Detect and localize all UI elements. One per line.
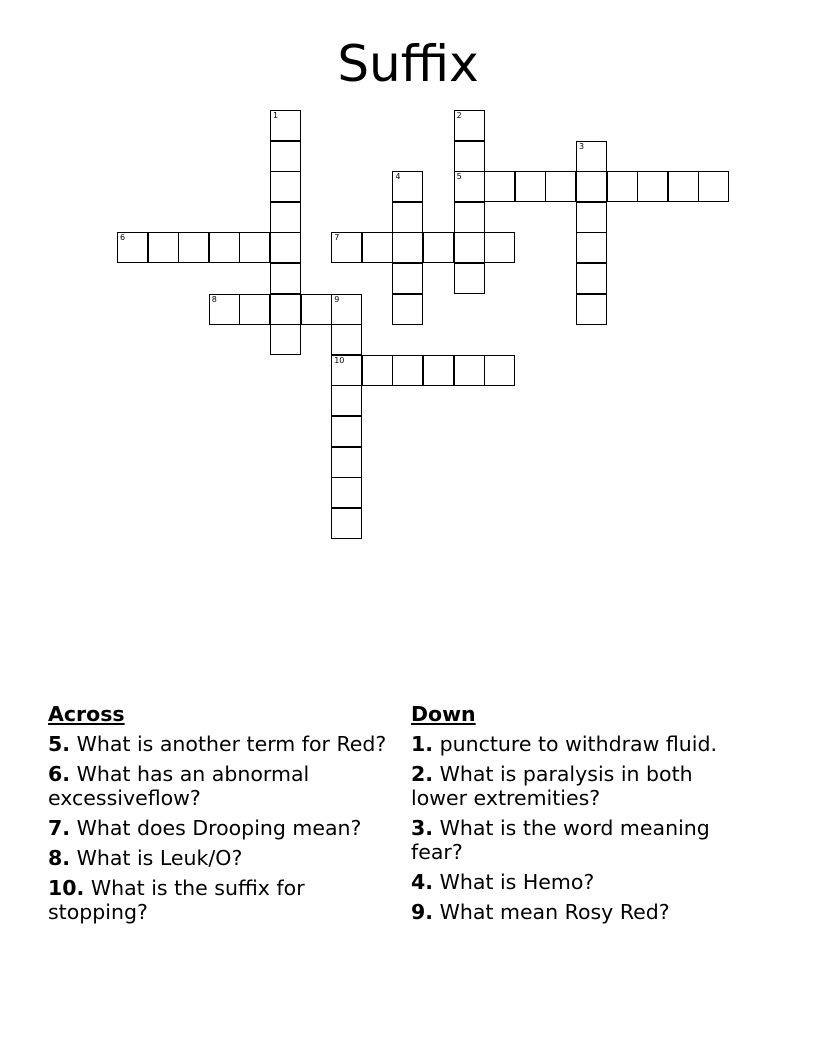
grid-cell[interactable]: [178, 232, 209, 263]
grid-cell[interactable]: [331, 508, 362, 539]
across-clue: [48, 876, 388, 924]
clue-number: 9.: [411, 900, 434, 924]
clue-number: 1.: [411, 732, 434, 756]
grid-cell[interactable]: [331, 355, 362, 386]
grid-cell[interactable]: [392, 171, 423, 202]
grid-cell[interactable]: [668, 171, 699, 202]
clue-number: 5.: [48, 732, 71, 756]
clue-number: 7.: [48, 816, 71, 840]
down-clue: [411, 816, 751, 864]
grid-cell[interactable]: [270, 171, 301, 202]
grid-cell[interactable]: [576, 171, 607, 202]
grid-cell[interactable]: [239, 294, 270, 325]
down-clue: [411, 900, 751, 924]
across-clue: [48, 762, 388, 810]
across-clue: [48, 732, 388, 756]
grid-cell[interactable]: [576, 294, 607, 325]
grid-cell[interactable]: [392, 355, 423, 386]
grid-cell[interactable]: [454, 141, 485, 172]
cell-number: 3: [579, 141, 585, 151]
cell-number: 1: [273, 111, 279, 120]
clue-text: puncture to withdraw fluid.: [439, 732, 718, 756]
grid-cell[interactable]: [576, 141, 607, 172]
grid-cell[interactable]: [270, 202, 301, 233]
clue-text: What does Drooping mean?: [76, 816, 362, 840]
clue-number: 4.: [411, 870, 434, 894]
grid-cell[interactable]: [270, 232, 301, 263]
grid-cell[interactable]: [270, 110, 301, 141]
cell-number: 2: [456, 111, 462, 120]
clue-text: What is paralysis in both lower extremities?: [411, 762, 693, 810]
grid-cell[interactable]: [454, 355, 485, 386]
grid-cell[interactable]: [239, 232, 270, 263]
clue-text: What is the word meaning fear?: [411, 816, 710, 864]
clue-text: What is Leuk/O?: [76, 846, 243, 870]
clue-number: 10.: [48, 876, 85, 900]
clue-number: 6.: [48, 762, 71, 786]
down-clue: [411, 762, 751, 810]
grid-cell[interactable]: [484, 355, 515, 386]
across-clue: [48, 816, 388, 840]
down-heading: Down: [411, 702, 476, 726]
cell-number: 9: [334, 294, 340, 304]
clue-text: What is Hemo?: [439, 870, 595, 894]
grid-cell[interactable]: [392, 202, 423, 233]
clue-text: What is another term for Red?: [76, 732, 387, 756]
grid-cell[interactable]: [331, 232, 362, 263]
grid-cell[interactable]: [148, 232, 179, 263]
cell-number: 10: [334, 355, 345, 365]
grid-cell[interactable]: [331, 294, 362, 325]
grid-cell[interactable]: [607, 171, 638, 202]
grid-cell[interactable]: [331, 447, 362, 478]
grid-cell[interactable]: [331, 385, 362, 416]
grid-cell[interactable]: [454, 263, 485, 294]
down-clue: [411, 732, 751, 756]
grid-cell[interactable]: [454, 110, 485, 141]
grid-cell[interactable]: [331, 477, 362, 508]
down-clue: [411, 870, 751, 894]
grid-cell[interactable]: [392, 263, 423, 294]
grid-cell[interactable]: [484, 171, 515, 202]
grid-cell[interactable]: [576, 263, 607, 294]
grid-cell[interactable]: [270, 294, 301, 325]
grid-cell[interactable]: [484, 232, 515, 263]
grid-cell[interactable]: [698, 171, 729, 202]
clue-number: 8.: [48, 846, 71, 870]
grid-cell[interactable]: [392, 232, 423, 263]
cell-number: 5: [456, 172, 462, 182]
grid-cell[interactable]: [637, 171, 668, 202]
clue-number: 2.: [411, 762, 434, 786]
across-heading: Across: [48, 702, 125, 726]
grid-cell[interactable]: [270, 263, 301, 294]
grid-cell[interactable]: [331, 416, 362, 447]
across-clues: [48, 702, 388, 930]
grid-cell[interactable]: [270, 141, 301, 172]
grid-cell[interactable]: [576, 202, 607, 233]
grid-cell[interactable]: [301, 294, 332, 325]
grid-cell[interactable]: [515, 171, 546, 202]
clue-text: What has an abnormal excessiveflow?: [48, 762, 310, 810]
cell-number: 6: [120, 233, 126, 243]
grid-cell[interactable]: [362, 232, 393, 263]
cell-number: 8: [211, 294, 217, 304]
clue-text: What mean Rosy Red?: [439, 900, 670, 924]
grid-cell[interactable]: [454, 202, 485, 233]
grid-cell[interactable]: [392, 294, 423, 325]
grid-cell[interactable]: [117, 232, 148, 263]
grid-cell[interactable]: [423, 355, 454, 386]
grid-cell[interactable]: [209, 232, 240, 263]
page-title: Suffix: [337, 35, 479, 93]
grid-cell[interactable]: [545, 171, 576, 202]
grid-cell[interactable]: [576, 232, 607, 263]
clue-text: What is the suffix for stopping?: [48, 876, 305, 924]
grid-cell[interactable]: [362, 355, 393, 386]
grid-cell[interactable]: [331, 324, 362, 355]
clue-number: 3.: [411, 816, 434, 840]
grid-cell[interactable]: [454, 171, 485, 202]
across-clue: [48, 846, 388, 870]
down-clues: [411, 702, 751, 930]
cell-number: 4: [395, 172, 401, 182]
grid-cell[interactable]: [454, 232, 485, 263]
cell-number: 7: [334, 233, 340, 243]
grid-cell[interactable]: [270, 324, 301, 355]
grid-cell[interactable]: [423, 232, 454, 263]
grid-cell[interactable]: [209, 294, 240, 325]
